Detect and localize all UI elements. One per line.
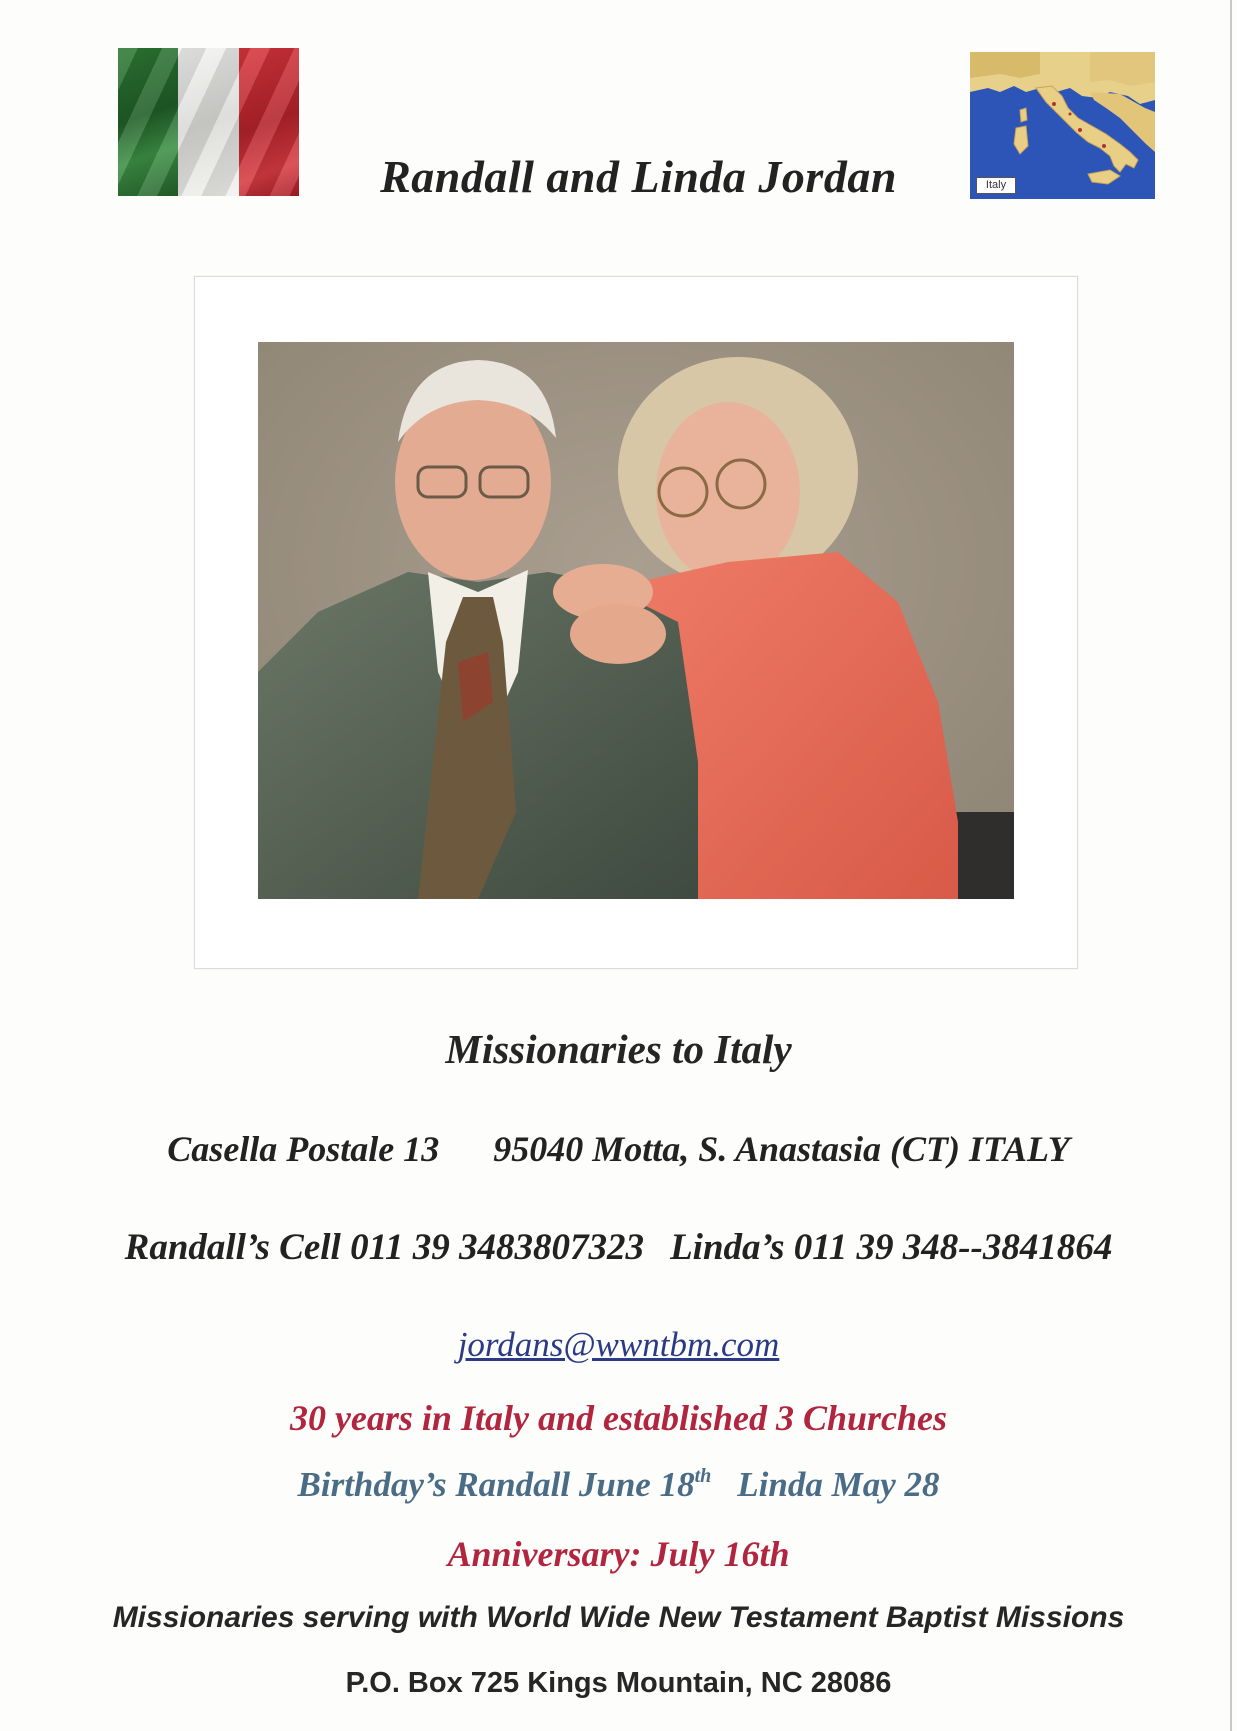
address-city: 95040 Motta, S. Anastasia (CT) ITALY [493, 1129, 1070, 1169]
email-link[interactable]: jordans@wwntbm.com [457, 1325, 780, 1364]
phone-randall: Randall’s Cell 011 39 3483807323 [124, 1227, 645, 1268]
years-in-italy: 30 years in Italy and established 3 Churches [289, 1398, 948, 1438]
couple-photo-image [258, 342, 1014, 899]
anniversary: Anniversary: July 16th [447, 1534, 790, 1574]
couple-photo [258, 342, 1014, 899]
mailing-address [0, 1128, 1237, 1170]
heading-missionaries: Missionaries to Italy [445, 1026, 792, 1072]
birthdays [0, 1465, 1237, 1505]
photo-frame [194, 276, 1078, 969]
address-postbox: Casella Postale 13 [167, 1129, 440, 1169]
map-label: Italy [976, 177, 1016, 194]
birthday-randall: Birthday’s Randall June 18 [297, 1465, 695, 1504]
mission-board: Missionaries serving with World Wide New Testament Baptist Missions [112, 1601, 1125, 1634]
mission-address: P.O. Box 725 Kings Mountain, NC 28086 [345, 1667, 892, 1699]
phone-linda: Linda’s 011 39 348--3841864 [670, 1227, 1113, 1268]
birthday-linda: Linda May 28 [737, 1465, 940, 1504]
birthday-randall-suffix: th [694, 1465, 712, 1487]
phone-numbers [0, 1226, 1237, 1269]
page-title: Randall and Linda Jordan [380, 151, 897, 202]
